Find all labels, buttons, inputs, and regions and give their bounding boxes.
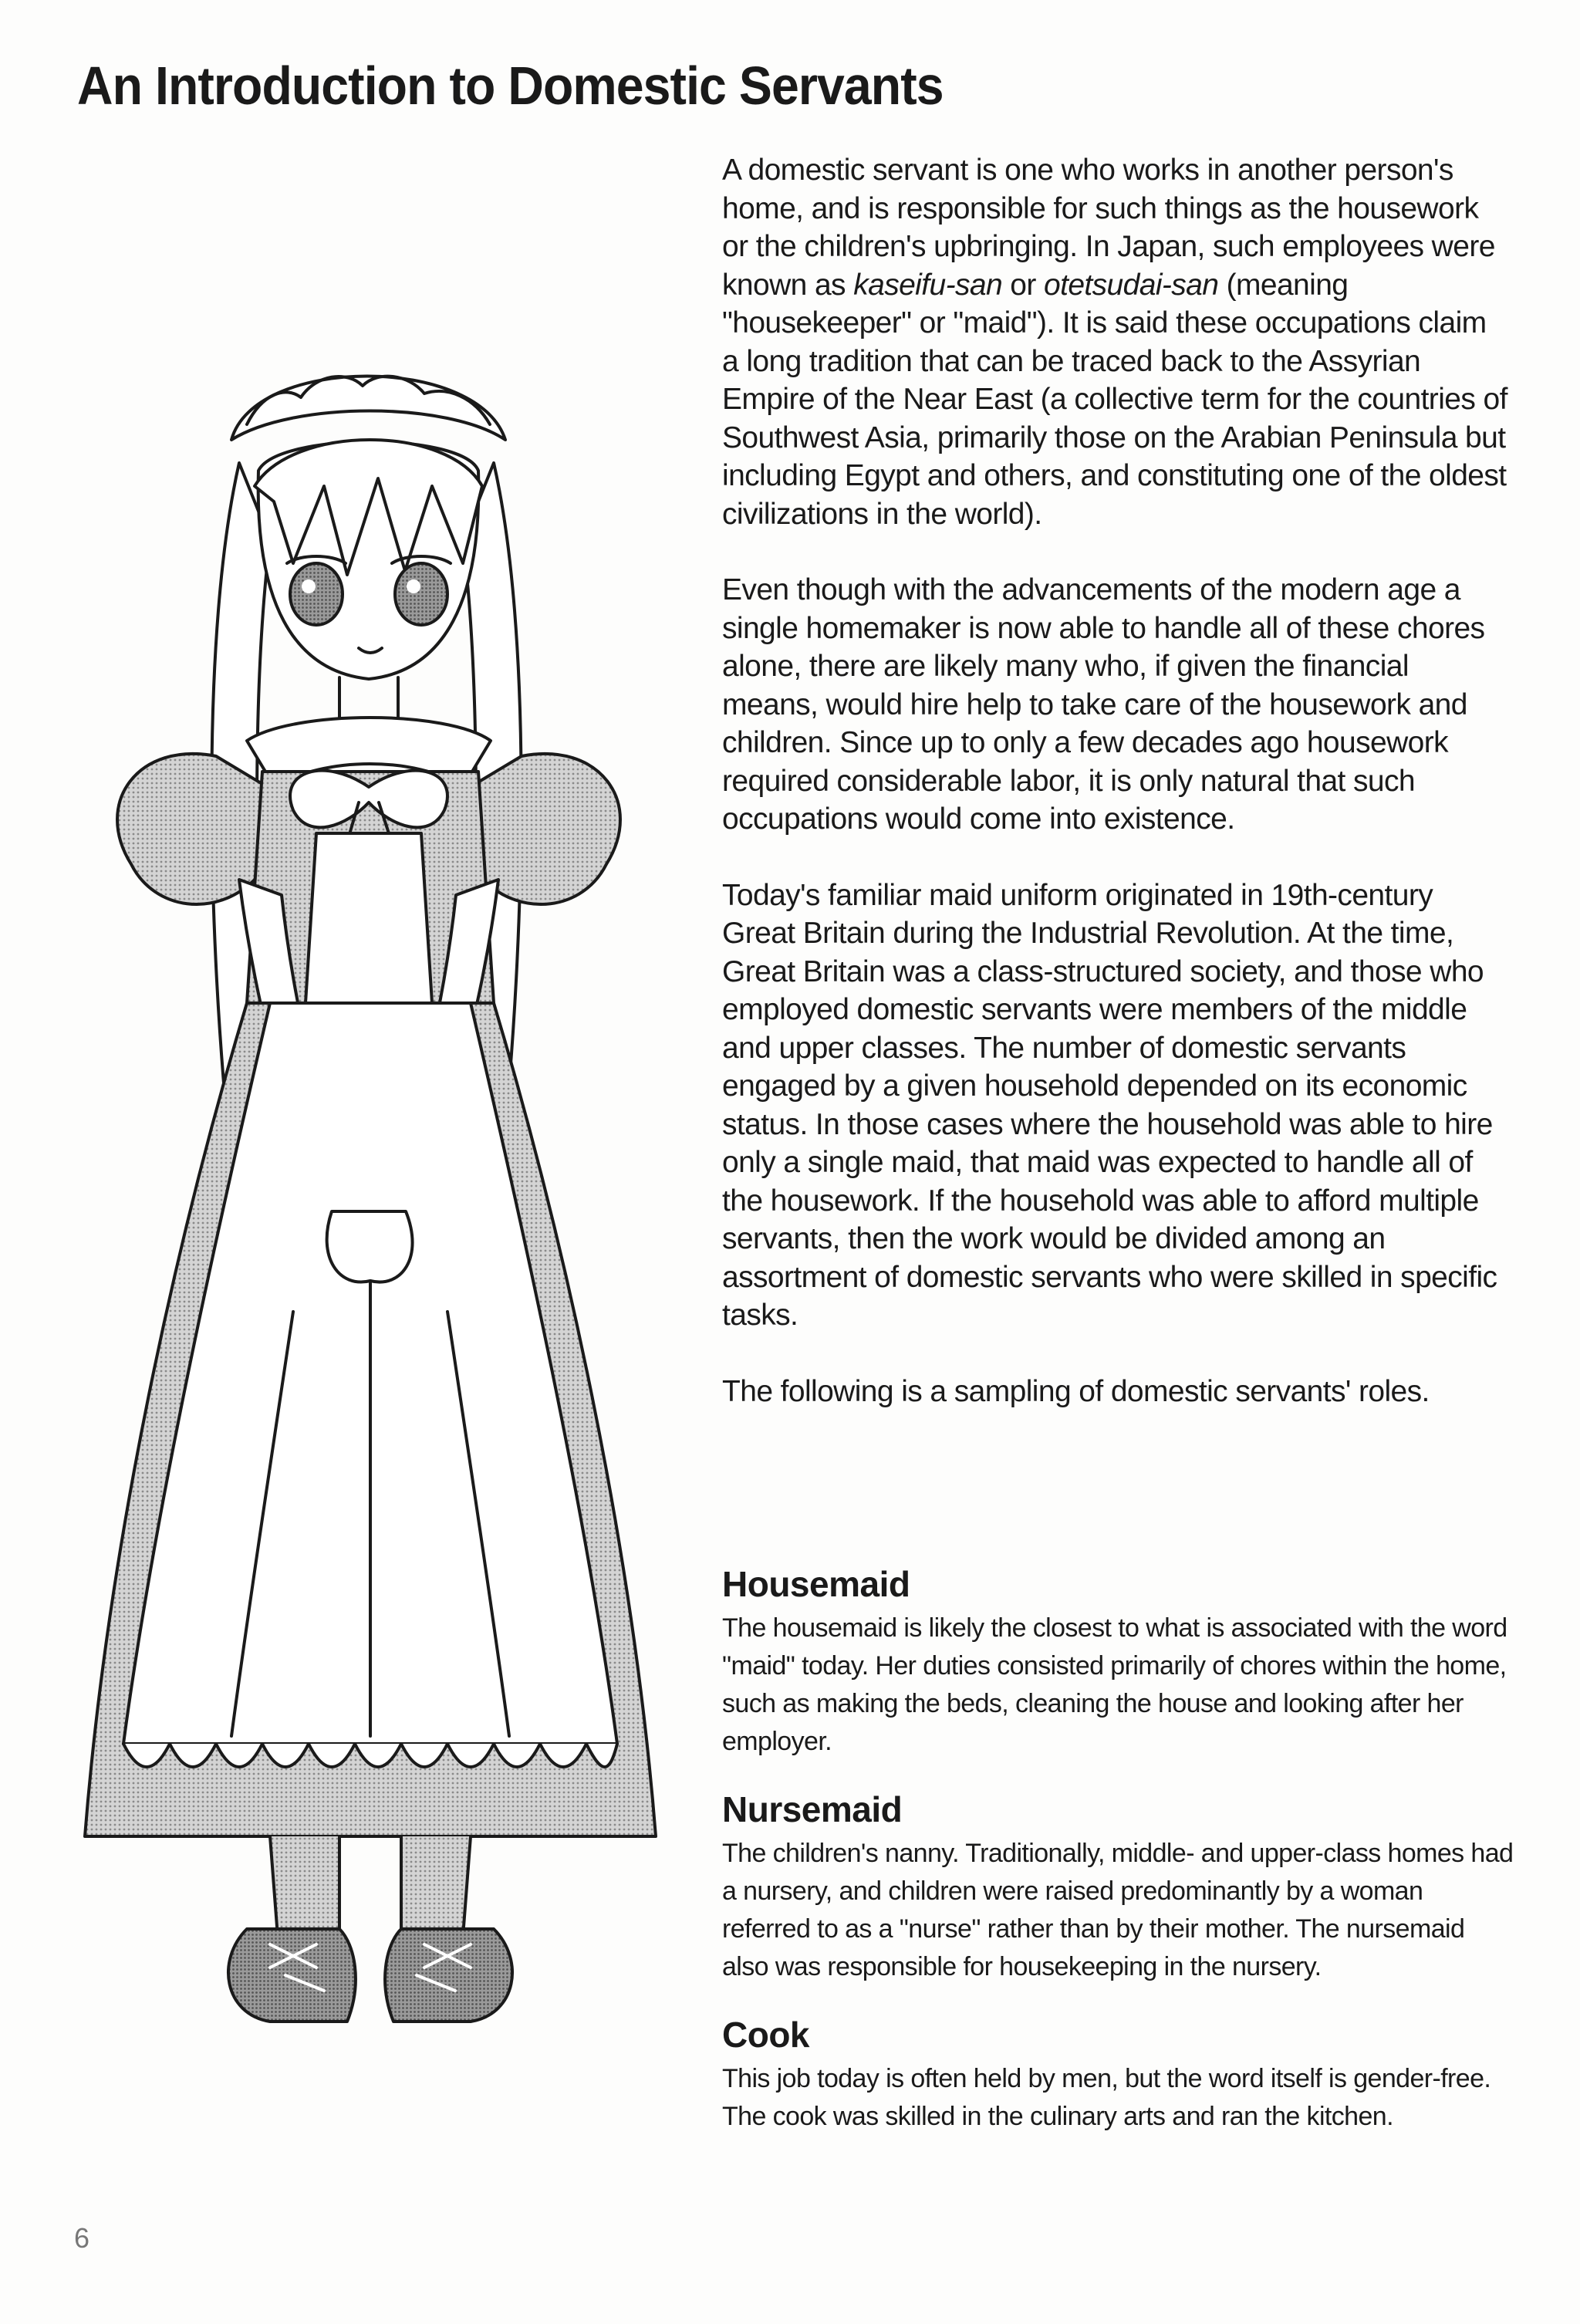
role-cook — [722, 2009, 1517, 2136]
page-title: An Introduction to Domestic Servants — [77, 56, 944, 116]
intro-paragraph-4: The following is a sampling of domestic servants' roles. — [722, 1374, 1430, 1408]
role-description: The children's nanny. Traditionally, middle- and upper-class homes had a nursery, and children were raised predominantly by a woman referred to as a "nurse" rather than by their mother. The nursemaid also was responsible for housekeeping in the nursery. — [722, 1839, 1514, 1981]
intro-paragraph-3: Today's familiar maid uniform originated in 19th-century Great Britain during the Industrial Revolution. At the time, Great Britain was a class-structured society, and those who employed domestic servants were members of the middle and upper classes. The number of domestic servants engaged by a given household depended on its economic status. In those cases where the household was able to hire only a single maid, that maid was expected to handle all of the housework. If the household was able to afford multiple servants, then the work would be divided among an assortment of domestic servants who were skilled in specific tasks. — [722, 878, 1497, 1332]
roles-list — [722, 1559, 1517, 2159]
role-description: This job today is often held by men, but the word itself is gender-free. The cook was skilled in the culinary arts and ran the kitchen. — [722, 2064, 1491, 2131]
role-heading: Housemaid — [722, 1564, 910, 1604]
role-heading: Nursemaid — [722, 1789, 903, 1829]
term-kaseifu-san: kaseifu-san — [853, 268, 1003, 302]
term-otetsudai-san: otetsudai-san — [1044, 268, 1219, 302]
role-heading: Cook — [722, 2015, 809, 2055]
page-number: 6 — [74, 2222, 90, 2254]
role-description: The housemaid is likely the closest to what is associated with the word "maid" today. Her duties consisted primarily of chores within the home, such as making the beds, cleaning the house and looking after her employer. — [722, 1613, 1507, 1756]
role-housemaid — [722, 1559, 1517, 1761]
intro-paragraph-1: A domestic servant is one who works in another person's home, and is responsible for such things as the housework or the children's upbringing. In Japan, such employees were known as kaseifu-san or otetsudai-san (meaning "housekeeper" or "maid"). It is said these occupations claim a long tradition that can be traced back to the Assyrian Empire of the Near East (a collective term for the countries of Southwest Asia, primarily those on the Arabian Peninsula but including Egypt and others, and constituting one of the oldest civilizations in the world). — [722, 154, 1507, 531]
role-nursemaid — [722, 1784, 1517, 1986]
maid-illustration — [62, 309, 702, 2068]
intro-paragraph-2: Even though with the advancements of the modern age a single homemaker is now able to handle all of these chores alone, there are likely many who, if given the financial means, would hire help to take care of the housework and children. Since up to only a few decades ago housework required considerable labor, it is only natural that such occupations would come into existence. — [722, 573, 1485, 836]
intro-text — [722, 151, 1509, 1448]
